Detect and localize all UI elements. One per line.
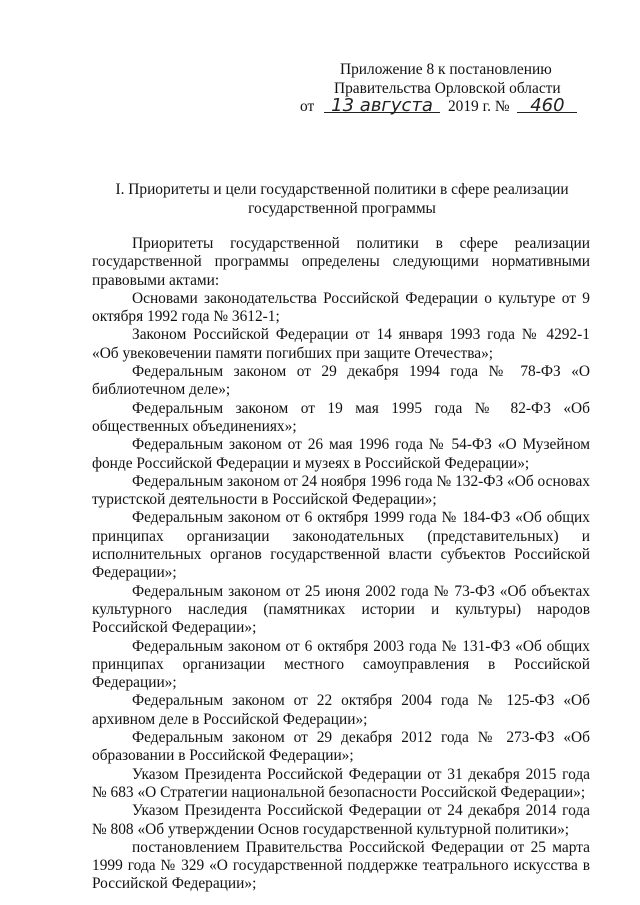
paragraph: Основами законодательства Российской Федерации о культуре от 9 октября 1992 года № 3612-1;: [92, 289, 590, 326]
paragraph: Федеральным законом от 22 октября 2004 года № 125-ФЗ «Об архивном деле в Российской Федерации»;: [92, 692, 590, 728]
handwritten-date-text: 13 августа: [331, 95, 433, 116]
date-underline: [324, 112, 440, 113]
paragraph: Федеральным законом от 29 декабря 1994 года № 78-ФЗ «О библиотечном деле»;: [92, 363, 590, 399]
header-line-2: Правительства Орловской области: [334, 80, 561, 97]
paragraph: Федеральным законом от 26 мая 1996 года № 54-ФЗ «О Музейном фонде Российской Федерации и музеях в Российской Федерации»;: [92, 436, 590, 472]
paragraph: Федеральным законом от 6 октября 1999 года № 184-ФЗ «Об общих принципах организации законодательных (представительных) и исполнительных органов государственной власти субъектов Российской Федерации»;: [92, 509, 590, 582]
document-body: [92, 235, 590, 894]
paragraph: Федеральным законом от 24 ноября 1996 года № 132-ФЗ «Об основах туристской деятельности в Российской Федерации»;: [92, 472, 590, 509]
handwritten-date: [324, 97, 440, 115]
section-title: I. Приоритеты и цели государственной политики в сфере реализации государственной программы: [115, 181, 569, 217]
paragraph: постановлением Правительства Российской Федерации от 25 марта 1999 года № 329 «О государственной поддержке театрального искусства в Российской Федерации»;: [92, 838, 590, 893]
header-line-1: Приложение 8 к постановлению: [340, 61, 552, 78]
paragraph: Федеральным законом от 29 декабря 2012 года № 273-ФЗ «Об образовании в Российской Федерации»;: [92, 729, 590, 765]
paragraph: Федеральным законом от 6 октября 2003 года № 131-ФЗ «Об общих принципах организации местного самоуправления в Российской Федерации»;: [92, 637, 590, 692]
paragraph: Федеральным законом от 25 июня 2002 года № 73-ФЗ «Об объектах культурного наследия (памятниках истории и культуры) народов Российской Федерации»;: [92, 582, 590, 637]
handwritten-number: [517, 97, 577, 115]
header-date-line: [300, 97, 577, 116]
paragraph: Указом Президента Российской Федерации от 31 декабря 2015 года № 683 «О Стратегии национальной безопасности Российской Федерации»;: [92, 765, 590, 801]
number-underline: [517, 112, 577, 113]
year-number-label: 2019 г. №: [447, 98, 510, 115]
paragraph: Приоритеты государственной политики в сфере реализации государственной программы определены следующими нормативными правовыми актами:: [92, 235, 590, 289]
handwritten-number-text: 460: [530, 95, 565, 116]
paragraph: Федеральным законом от 19 мая 1995 года № 82-ФЗ «Об общественных объединениях»;: [92, 399, 590, 435]
from-label: от: [300, 98, 315, 115]
paragraph: Указом Президента Российской Федерации от 24 декабря 2014 года № 808 «Об утверждении Основ государственной культурной политики»;: [92, 802, 590, 838]
paragraph: Законом Российской Федерации от 14 января 1993 года № 4292-1 «Об увековечении памяти погибших при защите Отечества»;: [92, 326, 590, 362]
